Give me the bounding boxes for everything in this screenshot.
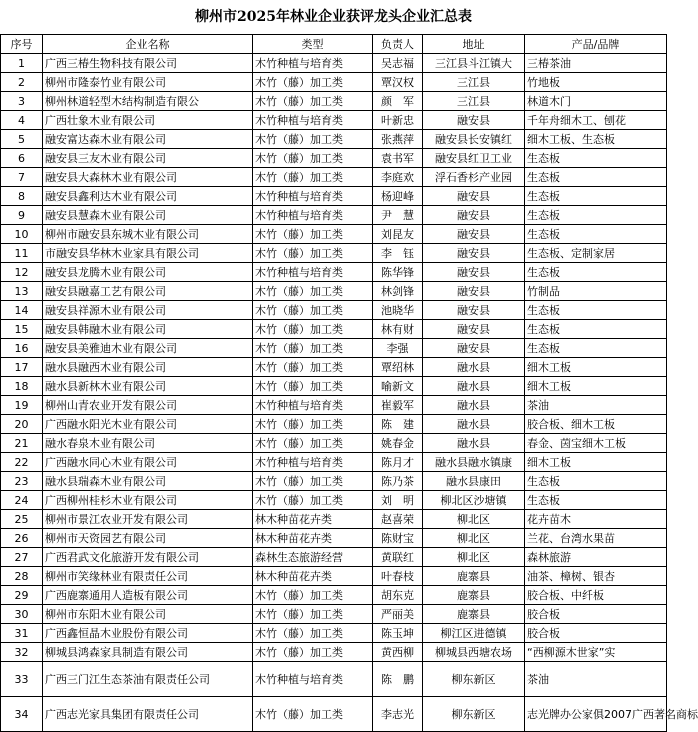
responsible-person: 严丽美 — [373, 605, 423, 624]
row-number: 13 — [1, 282, 43, 301]
responsible-person: 陈 建 — [373, 415, 423, 434]
table-row — [1, 415, 667, 434]
table-row — [1, 624, 667, 643]
company-name: 融安县鑫利达木业有限公司 — [43, 187, 253, 206]
address: 融水县融水镇康 — [423, 453, 525, 472]
row-number: 21 — [1, 434, 43, 453]
row-number: 2 — [1, 73, 43, 92]
responsible-person: 叶春枝 — [373, 567, 423, 586]
product-brand: 生态板 — [525, 263, 667, 282]
responsible-person: 胡东克 — [373, 586, 423, 605]
responsible-person: 黄西柳 — [373, 643, 423, 662]
row-number: 16 — [1, 339, 43, 358]
table-row — [1, 54, 667, 73]
row-number: 8 — [1, 187, 43, 206]
address: 三江县斗江镇大 — [423, 54, 525, 73]
product-brand: 春金、茵宝细木工板 — [525, 434, 667, 453]
table-row — [1, 187, 667, 206]
address: 柳北区 — [423, 548, 525, 567]
product-brand: 细木工板、生态板 — [525, 130, 667, 149]
responsible-person: 刘昆友 — [373, 225, 423, 244]
table-row — [1, 472, 667, 491]
company-name: 融水春泉木业有限公司 — [43, 434, 253, 453]
company-type: 木竹（藤）加工类 — [253, 491, 373, 510]
company-type: 森林生态旅游经营 — [253, 548, 373, 567]
product-brand: 胶合板、细木工板 — [525, 415, 667, 434]
row-number: 1 — [1, 54, 43, 73]
table-row — [1, 586, 667, 605]
address: 融安县红卫工业 — [423, 149, 525, 168]
row-number: 22 — [1, 453, 43, 472]
company-name: 广西鑫恒晶木业股份有限公司 — [43, 624, 253, 643]
row-number: 5 — [1, 130, 43, 149]
product-brand: 生态板 — [525, 491, 667, 510]
row-number: 34 — [1, 697, 43, 732]
responsible-person: 陈 鹏 — [373, 662, 423, 697]
company-name: 融水县新林木业有限公司 — [43, 377, 253, 396]
company-name: 广西三椿生物科技有限公司 — [43, 54, 253, 73]
responsible-person: 杨迎峰 — [373, 187, 423, 206]
row-number: 30 — [1, 605, 43, 624]
company-name: 柳州市景江农业开发有限公司 — [43, 510, 253, 529]
company-name: 融水县瑞森木业有限公司 — [43, 472, 253, 491]
company-type: 木竹（藤）加工类 — [253, 168, 373, 187]
table-row — [1, 320, 667, 339]
table-row — [1, 605, 667, 624]
company-type: 木竹种植与培育类 — [253, 54, 373, 73]
company-type: 木竹（藤）加工类 — [253, 697, 373, 732]
responsible-person: 林有财 — [373, 320, 423, 339]
product-brand: 兰花、台湾水果苗 — [525, 529, 667, 548]
address: 融安县 — [423, 301, 525, 320]
address: 三江县 — [423, 73, 525, 92]
responsible-person: 喻新文 — [373, 377, 423, 396]
product-brand: 胶合板、中纤板 — [525, 586, 667, 605]
header-product: 产品/品牌 — [525, 35, 667, 54]
address: 融安县 — [423, 339, 525, 358]
responsible-person: 陈月才 — [373, 453, 423, 472]
responsible-person: 叶新忠 — [373, 111, 423, 130]
responsible-person: 覃汉权 — [373, 73, 423, 92]
company-name: 融安县大森林木业有限公司 — [43, 168, 253, 187]
company-name: 融安富达森木业有限公司 — [43, 130, 253, 149]
product-brand: 花卉苗木 — [525, 510, 667, 529]
company-name: 融安县慧森木业有限公司 — [43, 206, 253, 225]
company-name: 广西融水阳光木业有限公司 — [43, 415, 253, 434]
product-brand: 生态板 — [525, 149, 667, 168]
product-brand: 细木工板 — [525, 358, 667, 377]
product-brand: 竹制品 — [525, 282, 667, 301]
company-type: 林木种苗花卉类 — [253, 529, 373, 548]
product-brand: 生态板 — [525, 187, 667, 206]
address: 鹿寨县 — [423, 605, 525, 624]
product-brand: “西柳源木世家”实 — [525, 643, 667, 662]
responsible-person: 林剑锋 — [373, 282, 423, 301]
table-row — [1, 567, 667, 586]
company-type: 木竹种植与培育类 — [253, 187, 373, 206]
row-number: 10 — [1, 225, 43, 244]
company-type: 木竹（藤）加工类 — [253, 624, 373, 643]
product-brand: 生态板、定制家居 — [525, 244, 667, 263]
company-name: 柳州市笑缘林业有限责任公司 — [43, 567, 253, 586]
company-type: 木竹（藤）加工类 — [253, 434, 373, 453]
table-row — [1, 358, 667, 377]
company-name: 广西柳州桂杉木业有限公司 — [43, 491, 253, 510]
company-name: 柳州市隆泰竹业有限公司 — [43, 73, 253, 92]
company-type: 木竹（藤）加工类 — [253, 586, 373, 605]
table-row — [1, 643, 667, 662]
table-row — [1, 434, 667, 453]
row-number: 12 — [1, 263, 43, 282]
row-number: 4 — [1, 111, 43, 130]
company-type: 木竹（藤）加工类 — [253, 301, 373, 320]
address: 融安县 — [423, 282, 525, 301]
product-brand: 志光牌办公家俱2007广西著名商标 — [525, 697, 667, 732]
company-type: 木竹种植与培育类 — [253, 206, 373, 225]
company-name: 广西君武文化旅游开发有限公司 — [43, 548, 253, 567]
address: 融水县 — [423, 396, 525, 415]
address: 融安县长安镇红 — [423, 130, 525, 149]
row-number: 27 — [1, 548, 43, 567]
address: 融水县 — [423, 415, 525, 434]
address: 柳北区沙塘镇 — [423, 491, 525, 510]
company-name: 广西壮象木业有限公司 — [43, 111, 253, 130]
address: 柳江区进德镇 — [423, 624, 525, 643]
address: 融安县 — [423, 244, 525, 263]
product-brand: 茶油 — [525, 396, 667, 415]
row-number: 11 — [1, 244, 43, 263]
table-row — [1, 377, 667, 396]
table-row — [1, 491, 667, 510]
address: 鹿寨县 — [423, 586, 525, 605]
address: 柳城县西塘农场 — [423, 643, 525, 662]
company-type: 木竹种植与培育类 — [253, 453, 373, 472]
address: 融水县 — [423, 434, 525, 453]
row-number: 17 — [1, 358, 43, 377]
company-name: 融安县三友木业有限公司 — [43, 149, 253, 168]
address: 柳东新区 — [423, 662, 525, 697]
table-row — [1, 244, 667, 263]
responsible-person: 刘 明 — [373, 491, 423, 510]
company-name: 柳城县鸿森家具制造有限公司 — [43, 643, 253, 662]
responsible-person: 陈财宝 — [373, 529, 423, 548]
company-name: 融水县融西木业有限公司 — [43, 358, 253, 377]
company-name: 广西鹿寨通用人造板有限公司 — [43, 586, 253, 605]
responsible-person: 覃绍林 — [373, 358, 423, 377]
row-number: 29 — [1, 586, 43, 605]
company-type: 木竹（藤）加工类 — [253, 92, 373, 111]
table-header-row — [1, 35, 667, 54]
table-row — [1, 697, 667, 732]
address: 鹿寨县 — [423, 567, 525, 586]
address: 柳北区 — [423, 529, 525, 548]
company-type: 林木种苗花卉类 — [253, 567, 373, 586]
product-brand: 千年舟细木工、刨花 — [525, 111, 667, 130]
table-row — [1, 282, 667, 301]
responsible-person: 池晓华 — [373, 301, 423, 320]
address: 浮石香杉产业园 — [423, 168, 525, 187]
company-name: 融安县美雅迪木业有限公司 — [43, 339, 253, 358]
company-name: 市融安县华林木业家具有限公司 — [43, 244, 253, 263]
responsible-person: 李强 — [373, 339, 423, 358]
table-row — [1, 548, 667, 567]
responsible-person: 李庭欢 — [373, 168, 423, 187]
company-name: 柳州山青农业开发有限公司 — [43, 396, 253, 415]
row-number: 6 — [1, 149, 43, 168]
responsible-person: 陈乃茶 — [373, 472, 423, 491]
company-type: 木竹（藤）加工类 — [253, 282, 373, 301]
responsible-person: 李志光 — [373, 697, 423, 732]
responsible-person: 袁书军 — [373, 149, 423, 168]
product-brand: 生态板 — [525, 339, 667, 358]
row-number: 28 — [1, 567, 43, 586]
responsible-person: 赵喜荣 — [373, 510, 423, 529]
responsible-person: 姚春金 — [373, 434, 423, 453]
company-type: 木竹（藤）加工类 — [253, 415, 373, 434]
table-row — [1, 111, 667, 130]
row-number: 20 — [1, 415, 43, 434]
table-row — [1, 453, 667, 472]
company-type: 木竹（藤）加工类 — [253, 149, 373, 168]
header-person: 负责人 — [373, 35, 423, 54]
row-number: 9 — [1, 206, 43, 225]
product-brand: 生态板 — [525, 168, 667, 187]
row-number: 23 — [1, 472, 43, 491]
product-brand: 生态板 — [525, 320, 667, 339]
header-no: 序号 — [1, 35, 43, 54]
table-body — [1, 54, 698, 732]
company-name: 柳州林道轻型木结构制造有限公 — [43, 92, 253, 111]
responsible-person: 陈玉坤 — [373, 624, 423, 643]
company-type: 木竹（藤）加工类 — [253, 643, 373, 662]
product-brand: 生态板 — [525, 472, 667, 491]
responsible-person: 颜 军 — [373, 92, 423, 111]
product-brand: 竹地板 — [525, 73, 667, 92]
company-type: 木竹种植与培育类 — [253, 111, 373, 130]
table-row — [1, 225, 667, 244]
header-type: 类型 — [253, 35, 373, 54]
row-number: 18 — [1, 377, 43, 396]
row-number: 26 — [1, 529, 43, 548]
product-brand: 生态板 — [525, 225, 667, 244]
responsible-person: 李 钰 — [373, 244, 423, 263]
address: 融水县 — [423, 358, 525, 377]
company-name: 广西三门江生态茶油有限责任公司 — [43, 662, 253, 697]
address: 融安县 — [423, 187, 525, 206]
address: 融水县康田 — [423, 472, 525, 491]
responsible-person: 陈华锋 — [373, 263, 423, 282]
company-type: 林木种苗花卉类 — [253, 510, 373, 529]
responsible-person: 崔毅军 — [373, 396, 423, 415]
row-number: 7 — [1, 168, 43, 187]
responsible-person: 吴志福 — [373, 54, 423, 73]
table-row — [1, 130, 667, 149]
table-row — [1, 510, 667, 529]
row-number: 3 — [1, 92, 43, 111]
product-brand: 细木工板 — [525, 453, 667, 472]
row-number: 31 — [1, 624, 43, 643]
product-brand: 生态板 — [525, 206, 667, 225]
product-brand: 林道木门 — [525, 92, 667, 111]
product-brand: 生态板 — [525, 301, 667, 320]
address: 柳北区 — [423, 510, 525, 529]
company-type: 木竹（藤）加工类 — [253, 377, 373, 396]
table-row — [1, 339, 667, 358]
company-type: 木竹（藤）加工类 — [253, 605, 373, 624]
company-type: 木竹种植与培育类 — [253, 396, 373, 415]
company-type: 木竹（藤）加工类 — [253, 244, 373, 263]
product-brand: 森林旅游 — [525, 548, 667, 567]
company-type: 木竹（藤）加工类 — [253, 130, 373, 149]
product-brand: 细木工板 — [525, 377, 667, 396]
row-number: 32 — [1, 643, 43, 662]
row-number: 19 — [1, 396, 43, 415]
product-brand: 胶合板 — [525, 605, 667, 624]
company-type: 木竹（藤）加工类 — [253, 73, 373, 92]
company-type: 木竹（藤）加工类 — [253, 472, 373, 491]
company-name: 柳州市东阳木业有限公司 — [43, 605, 253, 624]
responsible-person: 尹 慧 — [373, 206, 423, 225]
table-row — [1, 529, 667, 548]
row-number: 25 — [1, 510, 43, 529]
address: 融安县 — [423, 263, 525, 282]
company-name: 广西融水同心木业有限公司 — [43, 453, 253, 472]
company-type: 木竹（藤）加工类 — [253, 320, 373, 339]
table-row — [1, 168, 667, 187]
table-row — [1, 73, 667, 92]
row-number: 14 — [1, 301, 43, 320]
row-number: 33 — [1, 662, 43, 697]
company-type: 木竹（藤）加工类 — [253, 358, 373, 377]
address: 三江县 — [423, 92, 525, 111]
company-name: 融安县祥源木业有限公司 — [43, 301, 253, 320]
address: 融安县 — [423, 206, 525, 225]
product-brand: 茶油 — [525, 662, 667, 697]
product-brand: 油茶、樟树、银杏 — [525, 567, 667, 586]
company-type: 木竹种植与培育类 — [253, 263, 373, 282]
address: 融安县 — [423, 225, 525, 244]
company-type: 木竹（藤）加工类 — [253, 225, 373, 244]
row-number: 15 — [1, 320, 43, 339]
header-name: 企业名称 — [43, 35, 253, 54]
address: 融安县 — [423, 320, 525, 339]
page-title: 柳州市2025年林业企业获评龙头企业汇总表 — [195, 9, 472, 25]
company-name: 融安县融嘉工艺有限公司 — [43, 282, 253, 301]
header-address: 地址 — [423, 35, 525, 54]
responsible-person: 黄联红 — [373, 548, 423, 567]
table-row — [1, 263, 667, 282]
table-row — [1, 662, 667, 697]
row-number: 24 — [1, 491, 43, 510]
responsible-person: 张燕萍 — [373, 130, 423, 149]
table-row — [1, 396, 667, 415]
company-type: 木竹种植与培育类 — [253, 662, 373, 697]
company-name: 融安县韩融木业有限公司 — [43, 320, 253, 339]
enterprise-table — [0, 34, 698, 732]
product-brand: 三椿茶油 — [525, 54, 667, 73]
table-row — [1, 301, 667, 320]
product-brand: 胶合板 — [525, 624, 667, 643]
table-row — [1, 149, 667, 168]
company-name: 柳州市融安县东城木业有限公司 — [43, 225, 253, 244]
company-name: 柳州市天资园艺有限公司 — [43, 529, 253, 548]
company-name: 融安县龙腾木业有限公司 — [43, 263, 253, 282]
company-name: 广西志光家具集团有限责任公司 — [43, 697, 253, 732]
address: 融安县 — [423, 111, 525, 130]
table-row — [1, 206, 667, 225]
table-row — [1, 92, 667, 111]
address: 融水县 — [423, 377, 525, 396]
company-type: 木竹（藤）加工类 — [253, 339, 373, 358]
address: 柳东新区 — [423, 697, 525, 732]
